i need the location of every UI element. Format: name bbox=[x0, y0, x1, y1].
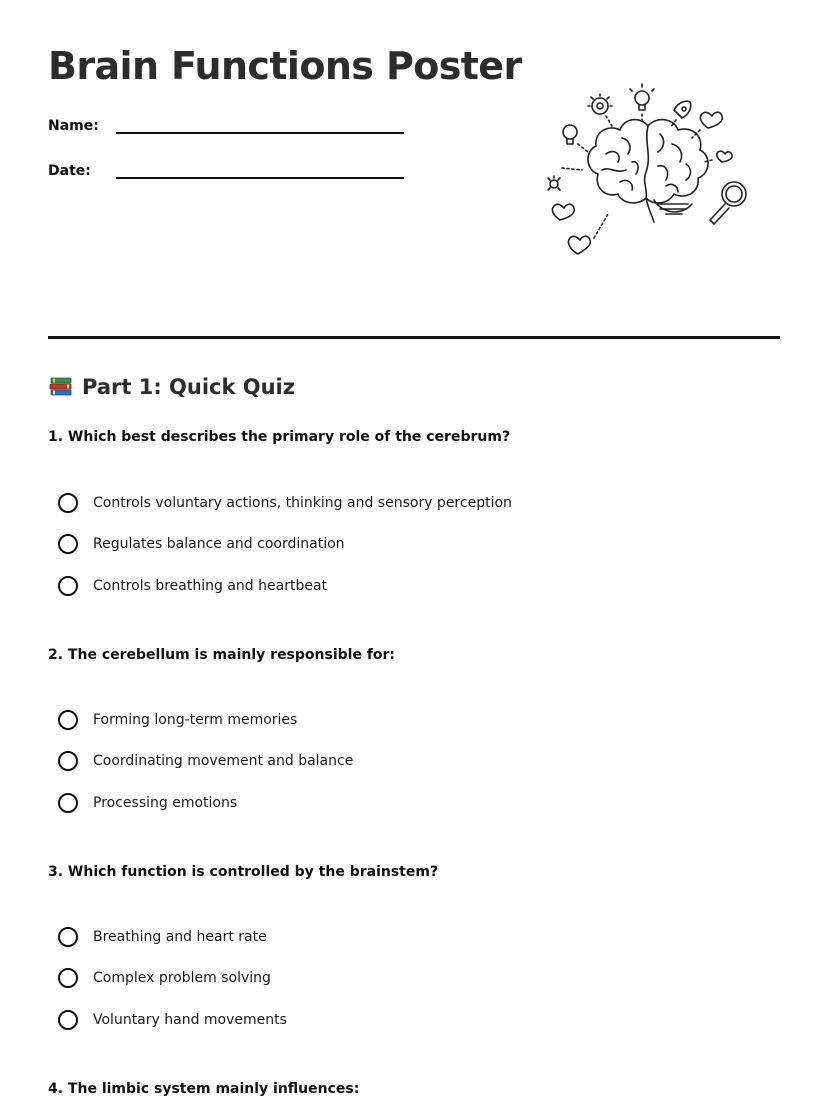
name-write-line[interactable] bbox=[116, 132, 404, 134]
name-label: Name: bbox=[48, 118, 99, 134]
part1-heading bbox=[48, 374, 295, 400]
radio-button[interactable] bbox=[58, 493, 78, 513]
answer-option-text: Breathing and heart rate bbox=[93, 929, 267, 945]
brain-ideas-illustration bbox=[536, 82, 756, 262]
answer-option-text: Complex problem solving bbox=[93, 970, 271, 986]
answer-option[interactable] bbox=[58, 966, 271, 990]
radio-button[interactable] bbox=[58, 927, 78, 947]
answer-option-text: Voluntary hand movements bbox=[93, 1012, 287, 1028]
name-field bbox=[48, 116, 408, 140]
answer-option[interactable] bbox=[58, 532, 345, 556]
radio-button[interactable] bbox=[58, 710, 78, 730]
answer-option-text: Forming long-term memories bbox=[93, 712, 298, 728]
answer-option-text: Regulates balance and coordination bbox=[93, 536, 345, 552]
section-divider bbox=[48, 336, 780, 339]
radio-button[interactable] bbox=[58, 968, 78, 988]
part1-heading-text: Part 1: Quick Quiz bbox=[82, 375, 295, 399]
answer-option[interactable] bbox=[58, 491, 512, 515]
radio-button[interactable] bbox=[58, 793, 78, 813]
radio-button[interactable] bbox=[58, 751, 78, 771]
answer-option[interactable] bbox=[58, 791, 237, 815]
page-title: Brain Functions Poster bbox=[48, 44, 522, 88]
radio-button[interactable] bbox=[58, 534, 78, 554]
question-text: 4. The limbic system mainly influences: bbox=[48, 1081, 360, 1097]
answer-option[interactable] bbox=[58, 708, 297, 732]
radio-button[interactable] bbox=[58, 1010, 78, 1030]
question-text: 3. Which function is controlled by the brainstem? bbox=[48, 864, 439, 880]
answer-option-text: Controls voluntary actions, thinking and sensory perception bbox=[93, 495, 512, 511]
answer-option[interactable] bbox=[58, 1008, 287, 1032]
date-write-line[interactable] bbox=[116, 177, 404, 179]
answer-option-text: Processing emotions bbox=[93, 795, 238, 811]
date-field bbox=[48, 161, 408, 185]
answer-option[interactable] bbox=[58, 749, 353, 773]
radio-button[interactable] bbox=[58, 576, 78, 596]
answer-option[interactable] bbox=[58, 574, 327, 598]
answer-option[interactable] bbox=[58, 925, 267, 949]
answer-option-text: Controls breathing and heartbeat bbox=[93, 578, 328, 594]
date-label: Date: bbox=[48, 163, 91, 179]
question-text: 1. Which best describes the primary role of the cerebrum? bbox=[48, 429, 511, 445]
books-icon bbox=[48, 374, 74, 400]
answer-option-text: Coordinating movement and balance bbox=[93, 753, 354, 769]
question-text: 2. The cerebellum is mainly responsible for: bbox=[48, 647, 396, 663]
